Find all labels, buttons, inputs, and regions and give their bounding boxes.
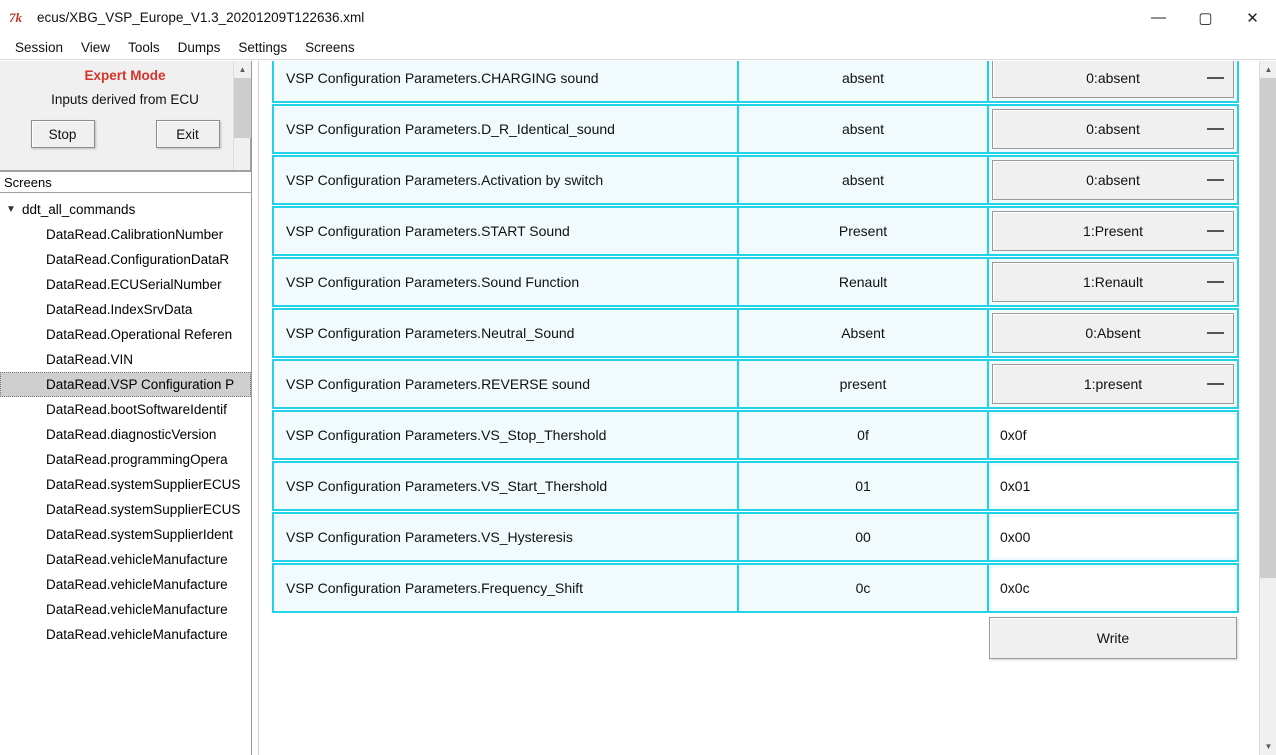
scroll-up-icon[interactable]: ▲ xyxy=(234,61,251,78)
combo-label: 0:absent xyxy=(1086,121,1140,137)
combo-label: 0:absent xyxy=(1086,172,1140,188)
param-combo-start-sound[interactable] xyxy=(992,211,1234,251)
table-row xyxy=(272,104,1239,154)
combo-label: 0:Absent xyxy=(1085,325,1141,341)
combo-label: 1:present xyxy=(1083,376,1143,392)
param-combo-activation-by-switch[interactable] xyxy=(992,160,1234,200)
tree-item-vehiclemanufacture-3[interactable]: DataRead.vehicleManufacture xyxy=(46,602,228,617)
expert-mode-buttons xyxy=(0,120,250,148)
param-control xyxy=(989,461,1239,511)
main-content-panel xyxy=(252,61,1276,755)
tree-item-vehiclemanufacture-1[interactable]: DataRead.vehicleManufacture xyxy=(46,552,228,567)
param-name: VSP Configuration Parameters.Frequency_Shift xyxy=(272,563,739,613)
menu-item-settings[interactable]: Settings xyxy=(238,40,288,55)
write-button[interactable]: Write xyxy=(989,617,1237,659)
write-row xyxy=(272,617,1239,659)
tree-item-programmingopera[interactable]: DataRead.programmingOpera xyxy=(46,452,228,467)
scroll-up-icon[interactable]: ▲ xyxy=(1260,61,1276,78)
param-combo-dr-identical-sound[interactable] xyxy=(992,109,1234,149)
tree-item-systemsupplieridentif[interactable]: DataRead.systemSupplierIdent xyxy=(46,527,233,542)
param-control xyxy=(989,359,1239,409)
tree-item-configurationdatar[interactable]: DataRead.ConfigurationDataR xyxy=(46,252,230,267)
menu-item-view[interactable]: View xyxy=(81,40,111,55)
write-row-spacer xyxy=(272,617,989,659)
screens-section-header: Screens xyxy=(0,171,251,193)
tree-item-ecuserialnumber[interactable]: DataRead.ECUSerialNumber xyxy=(46,277,222,292)
tree-item-systemsupplierecus-2[interactable]: DataRead.systemSupplierECUS xyxy=(46,502,241,517)
param-name: VSP Configuration Parameters.Neutral_Sound xyxy=(272,308,739,358)
param-control xyxy=(989,206,1239,256)
expert-mode-panel xyxy=(0,61,251,171)
param-input-vs-stop-threshold[interactable]: 0x0f xyxy=(992,415,1234,455)
tree-item-bootsoftwareidentif[interactable]: DataRead.bootSoftwareIdentif xyxy=(46,402,227,417)
param-name: VSP Configuration Parameters.START Sound xyxy=(272,206,739,256)
chevron-down-icon[interactable] xyxy=(1207,179,1224,181)
param-control xyxy=(989,155,1239,205)
table-row xyxy=(272,61,1239,103)
menu-item-tools[interactable]: Tools xyxy=(128,40,160,55)
body-area xyxy=(0,61,1276,755)
param-name: VSP Configuration Parameters.CHARGING sound xyxy=(272,61,739,103)
param-value: Renault xyxy=(739,257,989,307)
chevron-down-icon[interactable] xyxy=(1207,281,1224,283)
table-row xyxy=(272,206,1239,256)
param-combo-neutral-sound[interactable] xyxy=(992,313,1234,353)
maximize-icon[interactable]: ▢ xyxy=(1198,9,1213,27)
expert-mode-subtitle: Inputs derived from ECU xyxy=(51,92,199,107)
param-control xyxy=(989,61,1239,103)
param-value: 00 xyxy=(739,512,989,562)
window-title: ecus/XBG_VSP_Europe_V1.3_20201209T122636.xml xyxy=(37,10,365,25)
param-name: VSP Configuration Parameters.VS_Hysteresis xyxy=(272,512,739,562)
param-value: absent xyxy=(739,155,989,205)
left-panel xyxy=(0,61,252,755)
tree-item-vehiclemanufacture-2[interactable]: DataRead.vehicleManufacture xyxy=(46,577,228,592)
param-control xyxy=(989,104,1239,154)
param-combo-charging-sound[interactable] xyxy=(992,61,1234,98)
menu-item-dumps[interactable]: Dumps xyxy=(177,40,221,55)
stop-button[interactable]: Stop xyxy=(31,120,95,148)
param-value: Absent xyxy=(739,308,989,358)
exit-button[interactable]: Exit xyxy=(156,120,220,148)
chevron-down-icon[interactable] xyxy=(1207,332,1224,334)
chevron-down-icon[interactable]: ▼ xyxy=(6,203,16,215)
param-value: present xyxy=(739,359,989,409)
tree-item-vin[interactable]: DataRead.VIN xyxy=(46,352,134,367)
combo-label: 1:Renault xyxy=(1083,274,1143,290)
param-input-vs-start-threshold[interactable]: 0x01 xyxy=(992,466,1234,506)
left-panel-scrollbar[interactable] xyxy=(233,61,250,170)
left-scrollbar-thumb[interactable] xyxy=(234,78,251,138)
tree-item-operationalreference[interactable]: DataRead.Operational Referen xyxy=(46,327,233,342)
table-row xyxy=(272,155,1239,205)
tree-item-diagnosticversion[interactable]: DataRead.diagnosticVersion xyxy=(46,427,217,442)
main-scrollbar-thumb[interactable] xyxy=(1260,78,1276,578)
param-control xyxy=(989,257,1239,307)
param-value: absent xyxy=(739,61,989,103)
table-row xyxy=(272,512,1239,562)
param-control xyxy=(989,308,1239,358)
left-scrollbar-track[interactable] xyxy=(233,61,250,170)
content-divider xyxy=(258,61,259,755)
param-combo-sound-function[interactable] xyxy=(992,262,1234,302)
param-name: VSP Configuration Parameters.Activation by switch xyxy=(272,155,739,205)
param-value: Present xyxy=(739,206,989,256)
parameters-table xyxy=(272,61,1239,659)
table-row xyxy=(272,308,1239,358)
screens-tree xyxy=(0,193,251,755)
param-name: VSP Configuration Parameters.VS_Start_Thershold xyxy=(272,461,739,511)
main-scrollbar[interactable] xyxy=(1259,61,1276,755)
param-control xyxy=(989,563,1239,613)
app-logo-icon: 7k xyxy=(9,9,22,25)
tree-item-vsp-configuration[interactable]: DataRead.VSP Configuration P xyxy=(0,372,251,397)
param-combo-reverse-sound[interactable] xyxy=(992,364,1234,404)
chevron-down-icon[interactable] xyxy=(1207,128,1224,130)
tree-root-ddt-all-commands[interactable] xyxy=(0,197,251,222)
title-bar xyxy=(0,0,1276,36)
table-row xyxy=(272,563,1239,613)
param-name: VSP Configuration Parameters.REVERSE sound xyxy=(272,359,739,409)
tree-item-indexsrvdata[interactable]: DataRead.IndexSrvData xyxy=(46,302,193,317)
table-row xyxy=(272,461,1239,511)
window-controls xyxy=(1135,0,1276,36)
scroll-down-icon[interactable]: ▼ xyxy=(1260,738,1276,755)
table-row xyxy=(272,359,1239,409)
table-row xyxy=(272,257,1239,307)
param-input-frequency-shift[interactable]: 0x0c xyxy=(992,568,1234,608)
param-input-vs-hysteresis[interactable]: 0x00 xyxy=(992,517,1234,557)
combo-label: 1:Present xyxy=(1083,223,1143,239)
param-name: VSP Configuration Parameters.VS_Stop_Thershold xyxy=(272,410,739,460)
table-row xyxy=(272,410,1239,460)
parameters-scroll-area xyxy=(260,61,1242,755)
menu-item-screens[interactable]: Screens xyxy=(305,40,355,55)
expert-mode-title: Expert Mode xyxy=(84,68,166,83)
minimize-icon[interactable]: — xyxy=(1151,9,1166,26)
close-icon[interactable]: ✕ xyxy=(1246,9,1259,27)
param-control xyxy=(989,512,1239,562)
param-name: VSP Configuration Parameters.D_R_Identical_sound xyxy=(272,104,739,154)
chevron-down-icon[interactable] xyxy=(1207,77,1224,79)
param-value: 0c xyxy=(739,563,989,613)
menu-item-session[interactable]: Session xyxy=(15,40,64,55)
tree-root-label: ddt_all_commands xyxy=(22,202,136,217)
chevron-down-icon[interactable] xyxy=(1207,383,1224,385)
param-value: 01 xyxy=(739,461,989,511)
tree-item-systemsupplierecus-1[interactable]: DataRead.systemSupplierECUS xyxy=(46,477,241,492)
param-control xyxy=(989,410,1239,460)
tree-item-vehiclemanufacture-4[interactable]: DataRead.vehicleManufacture xyxy=(46,627,228,642)
tree-item-calibrationnumber[interactable]: DataRead.CalibrationNumber xyxy=(46,227,224,242)
param-name: VSP Configuration Parameters.Sound Function xyxy=(272,257,739,307)
combo-label: 0:absent xyxy=(1086,70,1140,86)
param-value: absent xyxy=(739,104,989,154)
chevron-down-icon[interactable] xyxy=(1207,230,1224,232)
param-value: 0f xyxy=(739,410,989,460)
menu-bar xyxy=(0,36,1276,60)
